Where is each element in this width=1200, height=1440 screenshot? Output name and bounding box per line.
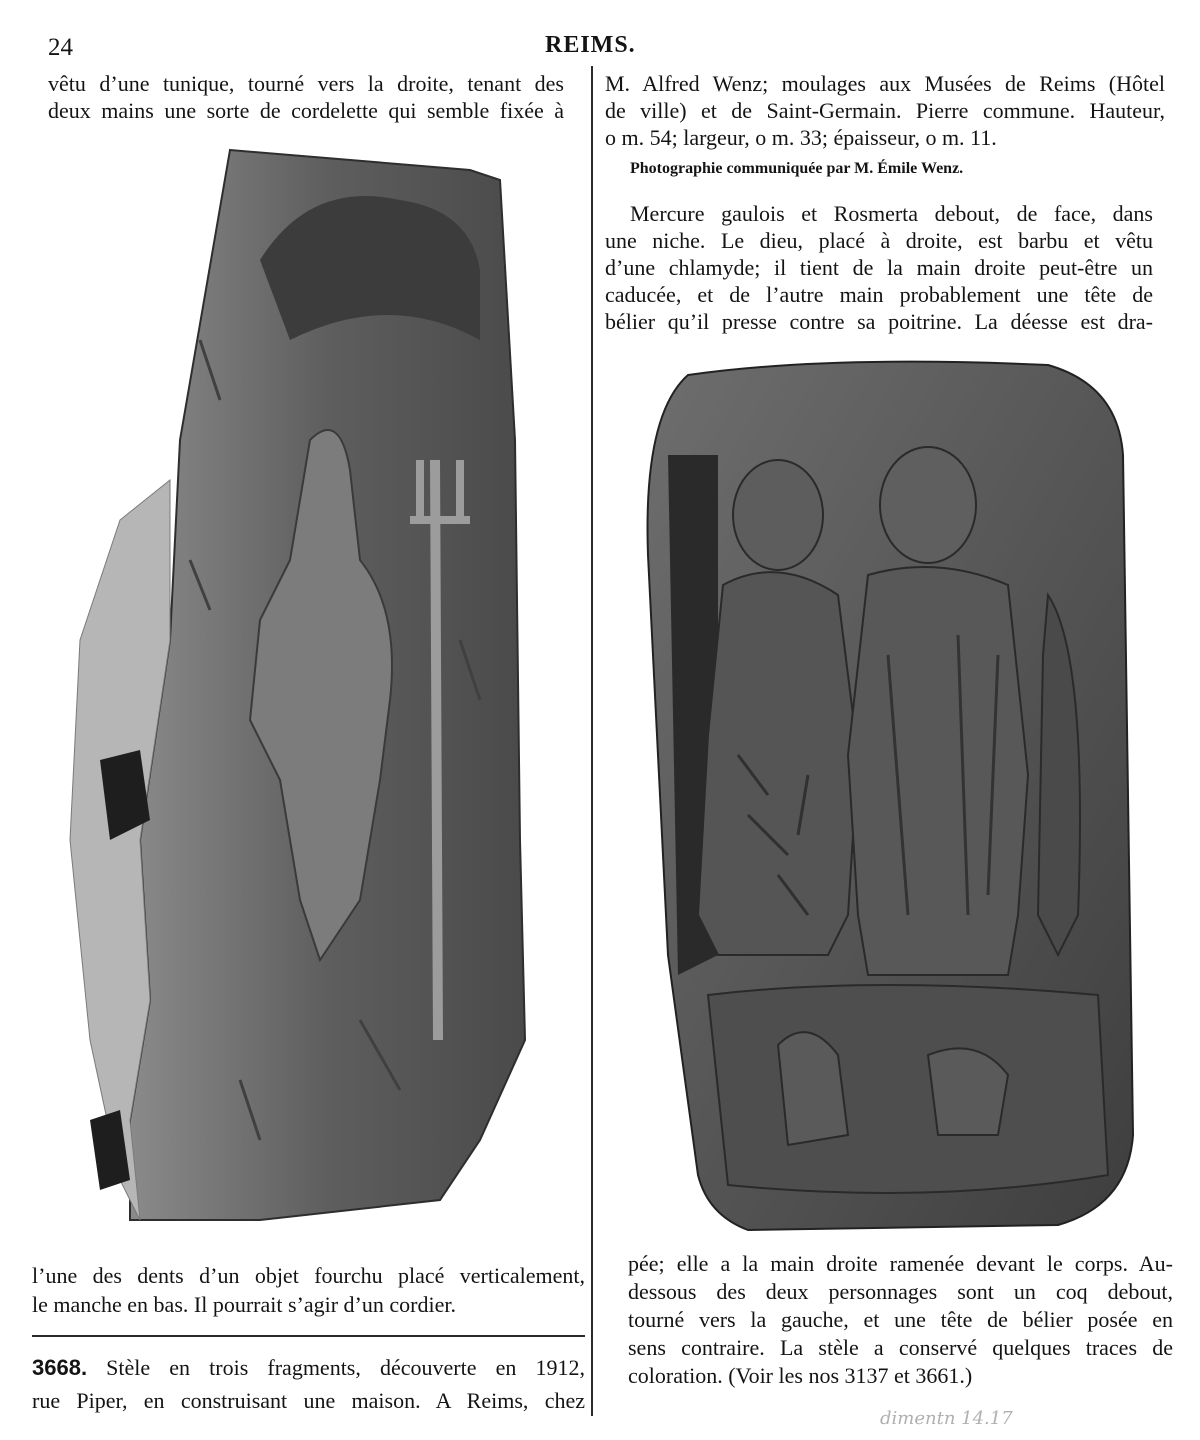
text-line: l’une des dents d’un objet fourchu placé verticalement, (32, 1263, 585, 1288)
entry-number: 3668. (32, 1355, 88, 1380)
text-line: rue Piper, en construisant une maison. A Reims, chez (32, 1388, 585, 1413)
page-number: 24 (48, 34, 73, 61)
right-top-paragraph (605, 70, 1165, 151)
text-line: bélier qu’il presse contre sa poitrine. La déesse est dra- (605, 309, 1153, 334)
text-line: coloration. (Voir les nos 3137 et 3661.) (628, 1363, 973, 1388)
left-bottom-paragraph (32, 1262, 585, 1318)
left-top-paragraph (48, 70, 564, 124)
relief-photo (628, 355, 1148, 1235)
text-line: de ville) et de Saint-Germain. Pierre commune. Hauteur, (605, 98, 1165, 123)
entry-first-line (32, 1354, 585, 1381)
running-title: REIMS. (545, 32, 636, 58)
entry-separator (32, 1335, 585, 1337)
right-bottom-paragraph (628, 1250, 1173, 1390)
catalogue-entry (32, 1354, 585, 1414)
text-line: d’une chlamyde; il tient de la main droite peut-être un (605, 255, 1153, 280)
text-line: M. Alfred Wenz; moulages aux Musées de Reims (Hôtel (605, 71, 1165, 96)
stele-fragment-photo (60, 140, 530, 1240)
text-line: le manche en bas. Il pourrait s’agir d’un cordier. (32, 1292, 456, 1317)
text-line: une niche. Le dieu, placé à droite, est barbu et vêtu (605, 228, 1153, 253)
text-line: o m. 54; largeur, o m. 33; épaisseur, o m. 11. (605, 125, 997, 150)
description-paragraph (605, 200, 1153, 335)
text-line: sens contraire. La stèle a conservé quelques traces de (628, 1335, 1173, 1360)
text-line: tourné vers la gauche, et une tête de bélier posée en (628, 1307, 1173, 1332)
text-line: vêtu d’une tunique, tourné vers la droite, tenant des (48, 71, 564, 96)
text-line: deux mains une sorte de cordelette qui semble fixée à (48, 98, 564, 123)
relief-image (628, 355, 1148, 1235)
stele-fragment-image (60, 140, 530, 1240)
photo-credit: Photographie communiquée par M. Émile Wenz. (630, 160, 964, 177)
text-line: pée; elle a la main droite ramenée devant le corps. Au- (628, 1251, 1173, 1276)
column-divider (591, 66, 593, 1416)
handwritten-note: dimentn 14.17 (880, 1408, 1013, 1429)
text-line: caducée, et de l’autre main probablement une tête de (605, 282, 1153, 307)
entry-text: Stèle en trois fragments, découverte en 1912, (87, 1355, 585, 1380)
text-line: Mercure gaulois et Rosmerta debout, de face, dans (630, 201, 1153, 226)
text-line: dessous des deux personnages sont un coq debout, (628, 1279, 1173, 1304)
